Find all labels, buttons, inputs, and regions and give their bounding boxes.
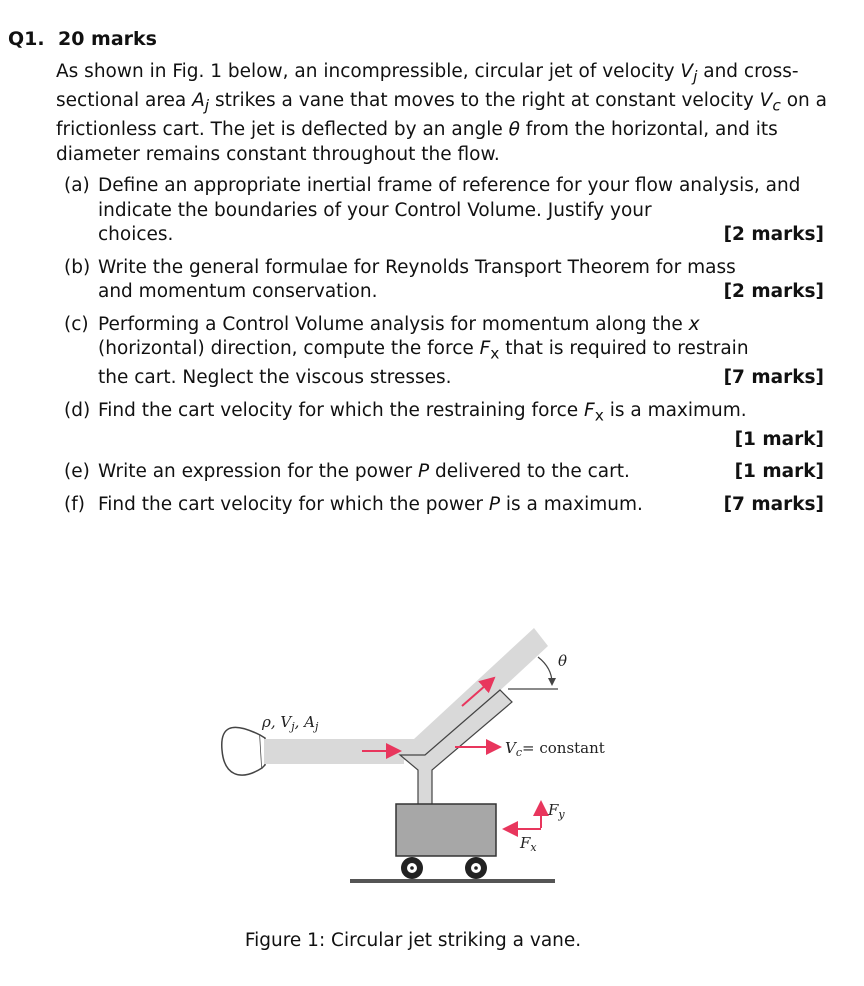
part-label: (a) (64, 175, 90, 196)
part-marks: [1 mark] (734, 428, 824, 450)
jet-label: ρ, $V_j$, $A_j$ (262, 713, 319, 733)
var-f: F (479, 338, 491, 359)
part-marks: [7 marks] (723, 367, 824, 389)
var-sub-j: j (204, 96, 210, 115)
part-label: (e) (64, 461, 90, 483)
wheel-right (465, 857, 487, 879)
question-number: Q1. (8, 28, 45, 50)
figure-jet-vane (200, 610, 700, 910)
question-marks: 20 marks (58, 28, 157, 50)
part-text: Define an appropriate inertial frame of reference for your flow analysis, and indicate the boundaries of your Control Volume. Justify your (98, 175, 801, 221)
question-header (8, 28, 157, 50)
var-a: A (192, 90, 205, 112)
part-label: (b) (64, 256, 91, 278)
var-v: V (680, 61, 694, 82)
var-x: x (688, 313, 700, 335)
var-v: V (759, 90, 773, 112)
part-text: Find the cart velocity for which the power (98, 493, 489, 515)
theta-label: θ (558, 652, 568, 670)
part-marks: [7 marks] (723, 493, 824, 515)
intro-text: and cross-sectional area (56, 61, 799, 112)
part-a (56, 174, 824, 248)
var-sub-j: j (693, 67, 698, 86)
part-text: Write an expression for the power (98, 461, 418, 483)
part-label: (d) (64, 399, 91, 421)
part-text: is a maximum. (500, 493, 643, 515)
vc-label: $V_c=$ constant (505, 739, 605, 759)
part-text: choices. (98, 224, 174, 245)
var-f: F (584, 399, 595, 421)
part-text: and momentum conservation. (98, 281, 378, 302)
theta-arc-head (548, 678, 556, 686)
var-sub-c: c (772, 96, 781, 115)
part-marks: [2 marks] (723, 281, 824, 302)
nozzle (222, 727, 262, 775)
part-text: is a maximum. (603, 399, 747, 421)
intro-text: As shown in Fig. 1 below, an incompressible, circular jet of velocity (56, 61, 681, 82)
figure-caption (0, 930, 864, 951)
part-d (56, 399, 824, 453)
part-text: Write the general formulae for Reynolds Transport Theorem for mass (98, 256, 736, 278)
part-f (56, 493, 824, 518)
intro-text: strikes a vane that moves to the right at constant velocity (209, 90, 760, 112)
part-text: Find the cart velocity for which the restraining force (98, 399, 585, 421)
part-marks: [2 marks] (723, 224, 824, 245)
part-marks: [1 mark] (734, 461, 824, 483)
intro-text: from the horizontal, and its diameter remains constant throughout the flow. (56, 119, 778, 165)
var-sub-x: x (594, 406, 604, 425)
cart-body (396, 804, 496, 856)
var-theta: θ (508, 119, 520, 141)
question-intro (56, 60, 836, 167)
part-text: delivered to the cart. (429, 461, 630, 483)
question-parts (56, 174, 824, 525)
part-c (56, 313, 824, 391)
fy-label: $F_y$ (548, 801, 565, 821)
var-sub-x: x (490, 344, 500, 363)
intro-text: on a frictionless cart. The jet is deflected by an angle (56, 90, 827, 141)
part-e (56, 460, 824, 485)
figure-caption-text: Figure 1: Circular jet striking a vane. (244, 930, 582, 951)
part-label: (f) (64, 493, 85, 515)
part-b (56, 256, 824, 305)
fx-label: $F_x$ (520, 834, 537, 854)
var-p: P (488, 493, 501, 515)
var-p: P (417, 461, 430, 483)
part-text: the cart. Neglect the viscous stresses. (98, 367, 452, 389)
wheel-left (401, 857, 423, 879)
part-text: Performing a Control Volume analysis for momentum along the (98, 313, 689, 335)
part-label: (c) (64, 313, 89, 335)
part-text: (horizontal) direction, compute the force (98, 338, 480, 359)
part-text: that is required to restrain (499, 338, 749, 359)
